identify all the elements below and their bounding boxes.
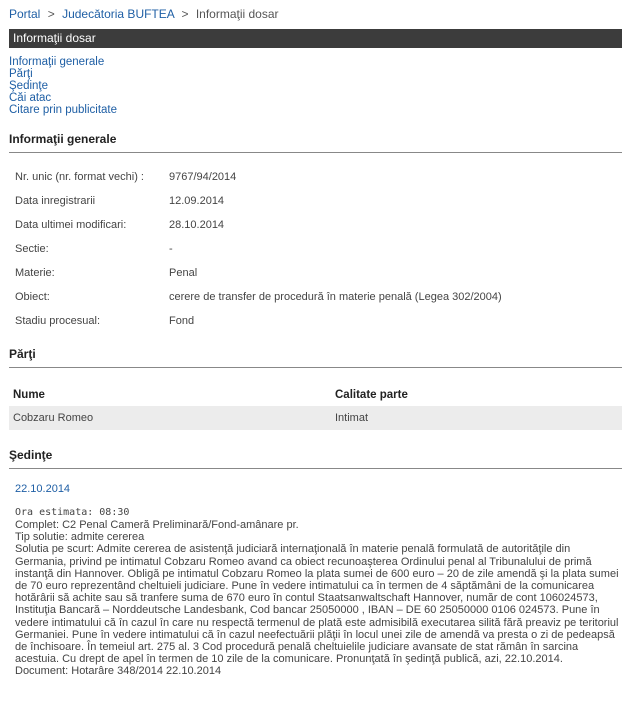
section-heading-parti: Părţi (9, 343, 622, 368)
section-heading-general: Informaţii generale (9, 128, 622, 153)
info-row (9, 165, 622, 189)
info-label: Data inregistrarii (15, 195, 96, 207)
toc-link-parti[interactable]: Părţi (9, 68, 33, 80)
info-value: 12.09.2014 (169, 195, 225, 207)
toc-link-sedinte[interactable]: Şedinţe (9, 80, 49, 92)
hearing-details (9, 507, 622, 678)
info-label: Data ultimei modificari: (15, 219, 127, 231)
column-header-name: Nume (13, 389, 45, 401)
section-heading-sedinte: Şedinţe (9, 444, 622, 469)
info-row (9, 261, 622, 285)
toc-link-cai-atac[interactable]: Căi atac (9, 92, 52, 104)
party-role: Intimat (335, 412, 369, 424)
hearing-time: Ora estimata: 08:30 (15, 507, 130, 518)
info-value: cerere de transfer de procedură în materie penală (Legea 302/2004) (169, 291, 502, 303)
page-title: Informaţii dosar (9, 29, 622, 48)
table-row (9, 406, 622, 430)
toc-link-informatii-generale[interactable]: Informaţii generale (9, 56, 105, 68)
info-value: 9767/94/2014 (169, 171, 237, 183)
hearing-panel: Complet: C2 Penal Cameră Preliminară/Fond-amânare pr. (15, 519, 299, 531)
info-value: Penal (169, 267, 198, 279)
info-label: Nr. unic (nr. format vechi) : (15, 171, 144, 183)
info-row (9, 237, 622, 261)
info-row (9, 189, 622, 213)
toc-link-citare[interactable]: Citare prin publicitate (9, 104, 118, 116)
info-value: Fond (169, 315, 195, 327)
info-row (9, 309, 622, 333)
breadcrumb-separator: > (47, 7, 55, 21)
party-name: Cobzaru Romeo (13, 412, 94, 424)
table-of-contents (9, 56, 622, 116)
breadcrumb-portal-link[interactable]: Portal (9, 7, 41, 21)
page (9, 0, 622, 678)
breadcrumb-court-link[interactable]: Judecătoria BUFTEA (62, 7, 175, 21)
hearing-date: 22.10.2014 (15, 483, 71, 495)
breadcrumb-current: Informaţii dosar (195, 7, 279, 21)
info-label: Stadiu procesual: (15, 315, 100, 327)
hearing-document: Document: Hotarâre 348/2014 22.10.2014 (15, 665, 222, 678)
hearing-solution-type: Tip solutie: admite cererea (15, 531, 145, 544)
info-row (9, 213, 622, 237)
breadcrumb-separator: > (181, 7, 189, 21)
info-label: Sectie: (15, 243, 49, 255)
info-value: - (169, 243, 173, 255)
general-info-list (9, 165, 622, 333)
info-row (9, 285, 622, 309)
info-value: 28.10.2014 (169, 219, 225, 231)
info-label: Materie: (15, 267, 55, 279)
info-label: Obiect: (15, 291, 50, 303)
column-header-role: Calitate parte (335, 389, 408, 401)
breadcrumb (9, 0, 622, 28)
parti-table-header (9, 384, 622, 406)
hearing-solution-summary: Solutia pe scurt: Admite cererea de asistenţă judiciară internaţională în materie penală formulată de autorităţile din Germania, privind pe intimatul Cobzaru Romeo avand ca obiect recunoaşterea Ordinului penal al Tribunalului de primă instanţă din Hannover. Obligă pe intimatul Cobzaru Romeo la plata sumei de 600 euro – 20 de zile amendă şi la plata sumei de 70 euro reprezentând cheltuieli judiciare. Pune în vedere intimatului ca în termen de 4 săptămâni de la comunicarea hotărârii să achite sau să tranfere suma de 670 euro în contul Staatsanwaltschaft Hannover, număr de cont 106024573, Instituţia Bancară – Norddeutsche Landesbank, Cod bancar 25050000 , IBAN – DE 60 25050000 0106 024573. Pune în vedere intimatului că în cazul în care nu respectă termenul de plată este admisibilă executarea silită fără preaviz pe teritoriul Germaniei. Pune în vedere intimatului că în cazul neefectuării plăţii în locul unei zile de amendă va presta o zi de pedeapsă de închisoare. În temeiul art. 275 al. 3 Cod procedură penală cheltuielile judiciare avansate de stat rămân în sarcina acestuia. Cu drept de apel în termen de 10 zile de la comunicare. Pronunţată în şedinţă publică, azi, 22.10.2014. (15, 543, 619, 666)
